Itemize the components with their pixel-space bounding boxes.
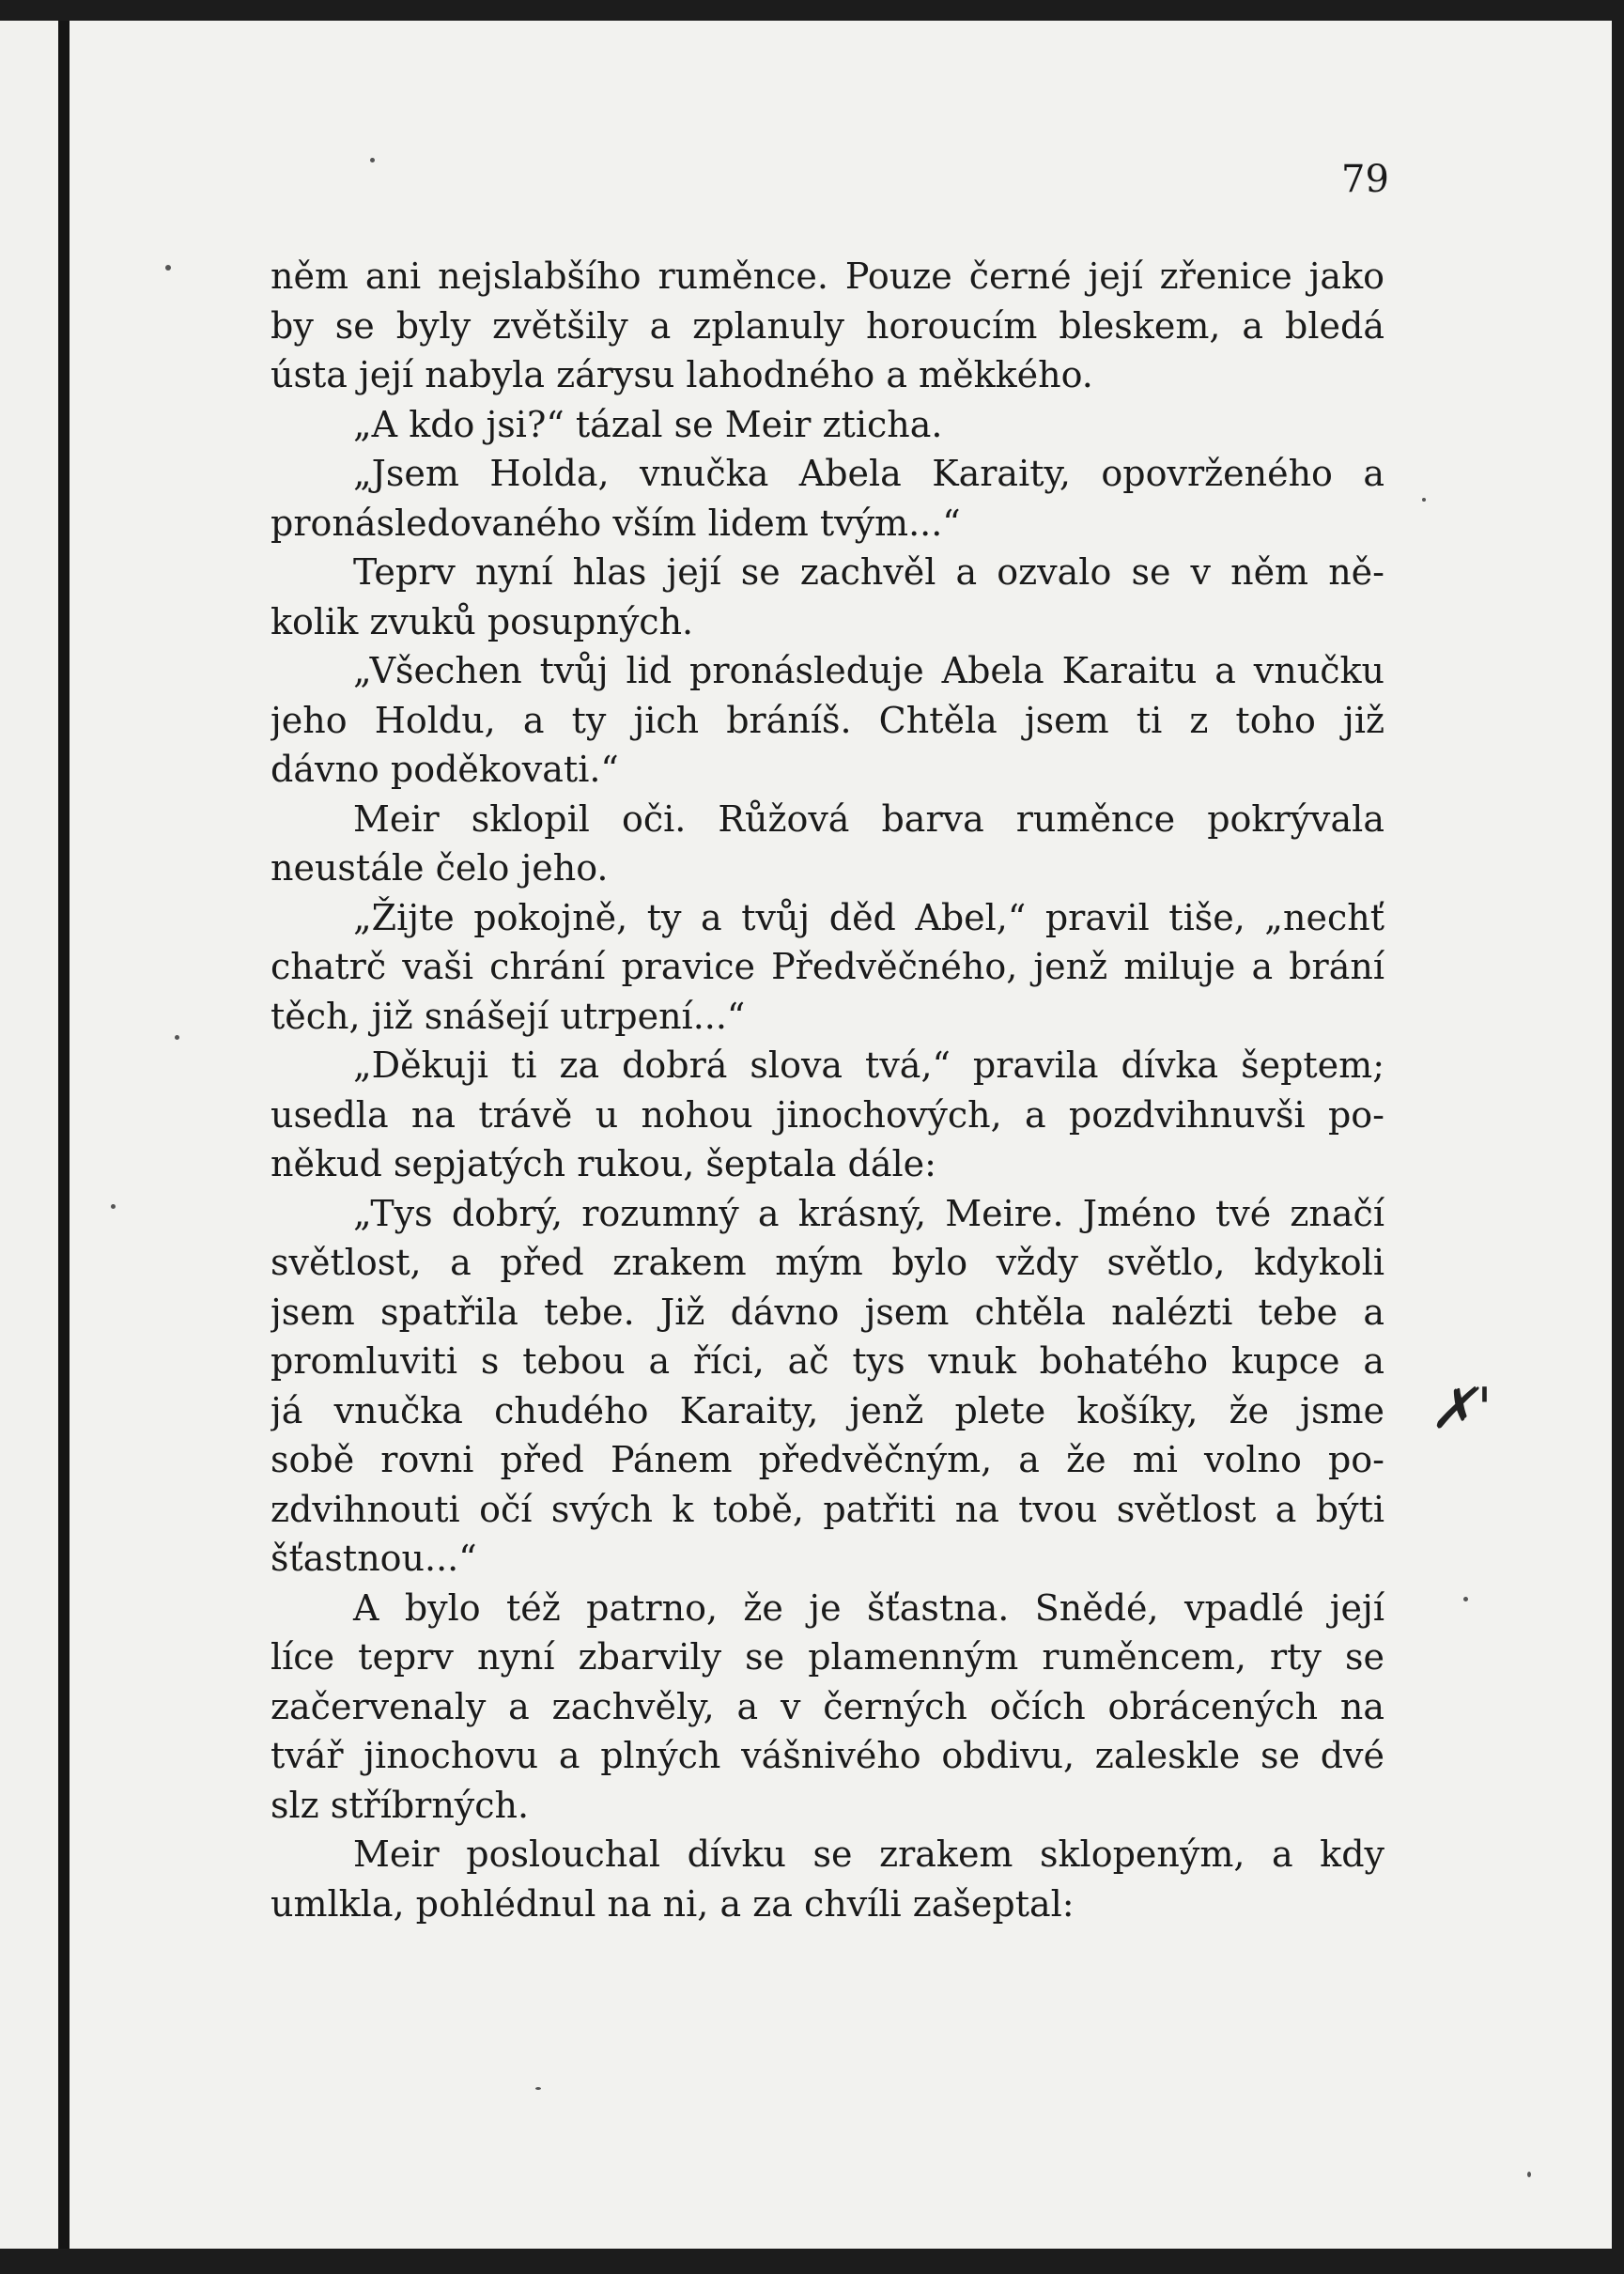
speck <box>1463 1597 1468 1601</box>
speck <box>1527 2172 1531 2177</box>
text-line: Meir poslouchal dívku se zrakem sklopeným, a kdy <box>353 1833 1384 1875</box>
speck <box>1422 498 1426 502</box>
text-line: něm ani nejslabšího ruměnce. Pouze černé její zřenice jako <box>271 255 1384 297</box>
text-line: někud sepjatých rukou, šeptala dále: <box>271 1143 936 1184</box>
text-line: dávno poděkovati.“ <box>271 749 619 790</box>
text-line: umlkla, pohlédnul na ni, a za chvíli zašeptal: <box>271 1882 1075 1925</box>
text-line: pronásledovaného vším lidem tvým...“ <box>271 502 961 544</box>
text-line: ústa její nabyla zárysu lahodného a měkkého. <box>271 354 1093 395</box>
page-number: 79 <box>1341 158 1389 201</box>
text-line: šťastnou...“ <box>271 1538 477 1579</box>
text-line: zdvihnouti očí svých k tobě, patřiti na tvou světlost a býti <box>271 1488 1384 1530</box>
text-line: A bylo též patrno, že je šťastna. Snědé, vpadlé její <box>353 1586 1384 1629</box>
text-line: chatrč vaši chrání pravice Předvěčného, jenž miluje a brání <box>271 946 1384 987</box>
text-line: líce teprv nyní zbarvily se plamenným ruměncem, rty se <box>271 1636 1384 1678</box>
text-line: promluviti s tebou a říci, ač tys vnuk bohatého kupce a <box>271 1340 1384 1382</box>
text-line: „Jsem Holda, vnučka Abela Karaity, opovrženého a <box>353 453 1384 494</box>
text-line: usedla na trávě u nohou jinochových, a pozdvihnuvši po- <box>271 1093 1384 1136</box>
text-line: těch, již snášejí utrpení...“ <box>271 995 746 1037</box>
text-line: „Žijte pokojně, ty a tvůj děd Abel,“ pravil tiše, „nechť <box>353 896 1384 938</box>
text-line: světlost, a před zrakem mým bylo vždy světlo, kdykoli <box>271 1242 1384 1283</box>
speck <box>165 265 171 271</box>
text-line: sobě rovni před Pánem předvěčným, a že mi volno po- <box>271 1439 1384 1480</box>
gutter-shadow <box>58 21 70 2249</box>
text-line: Meir sklopil oči. Růžová barva ruměnce pokrývala <box>353 797 1384 840</box>
text-line: kolik zvuků posupných. <box>271 600 694 642</box>
handwritten-margin-mark: ✗' <box>1430 1376 1493 1442</box>
text-line: Teprv nyní hlas její se zachvěl a ozvalo se v něm ně- <box>353 551 1384 593</box>
text-line: by se byly zvětšily a zplanuly horoucím bleskem, a bledá <box>271 304 1384 347</box>
text-line: neustále čelo jeho. <box>271 847 609 889</box>
speck <box>175 1035 179 1040</box>
text-line: slz stříbrných. <box>271 1784 530 1826</box>
text-line: „Děkuji ti za dobrá slova tvá,“ pravila dívka šeptem; <box>353 1044 1384 1086</box>
speck <box>535 2087 541 2090</box>
text-line: „Tys dobrý, rozumný a krásný, Meire. Jméno tvé značí <box>353 1192 1384 1234</box>
previous-page-edge <box>0 21 64 2249</box>
text-line: jeho Holdu, a ty jich bráníš. Chtěla jsem ti z toho již <box>271 699 1384 741</box>
speck <box>370 158 375 162</box>
text-line: „A kdo jsi?“ tázal se Meir zticha. <box>353 403 943 445</box>
text-line: tvář jinochovu a plných vášnivého obdivu, zaleskle se dvé <box>271 1735 1384 1776</box>
text-line: „Všechen tvůj lid pronásleduje Abela Karaitu a vnučku <box>353 650 1384 691</box>
body-text <box>271 252 1384 1928</box>
speck <box>111 1204 116 1209</box>
text-line: já vnučka chudého Karaity, jenž plete košíky, že jsme <box>271 1389 1384 1431</box>
text-line: začervenaly a zachvěly, a v černých očích obrácených na <box>271 1685 1384 1727</box>
text-line: jsem spatřila tebe. Již dávno jsem chtěla nalézti tebe a <box>271 1291 1384 1333</box>
